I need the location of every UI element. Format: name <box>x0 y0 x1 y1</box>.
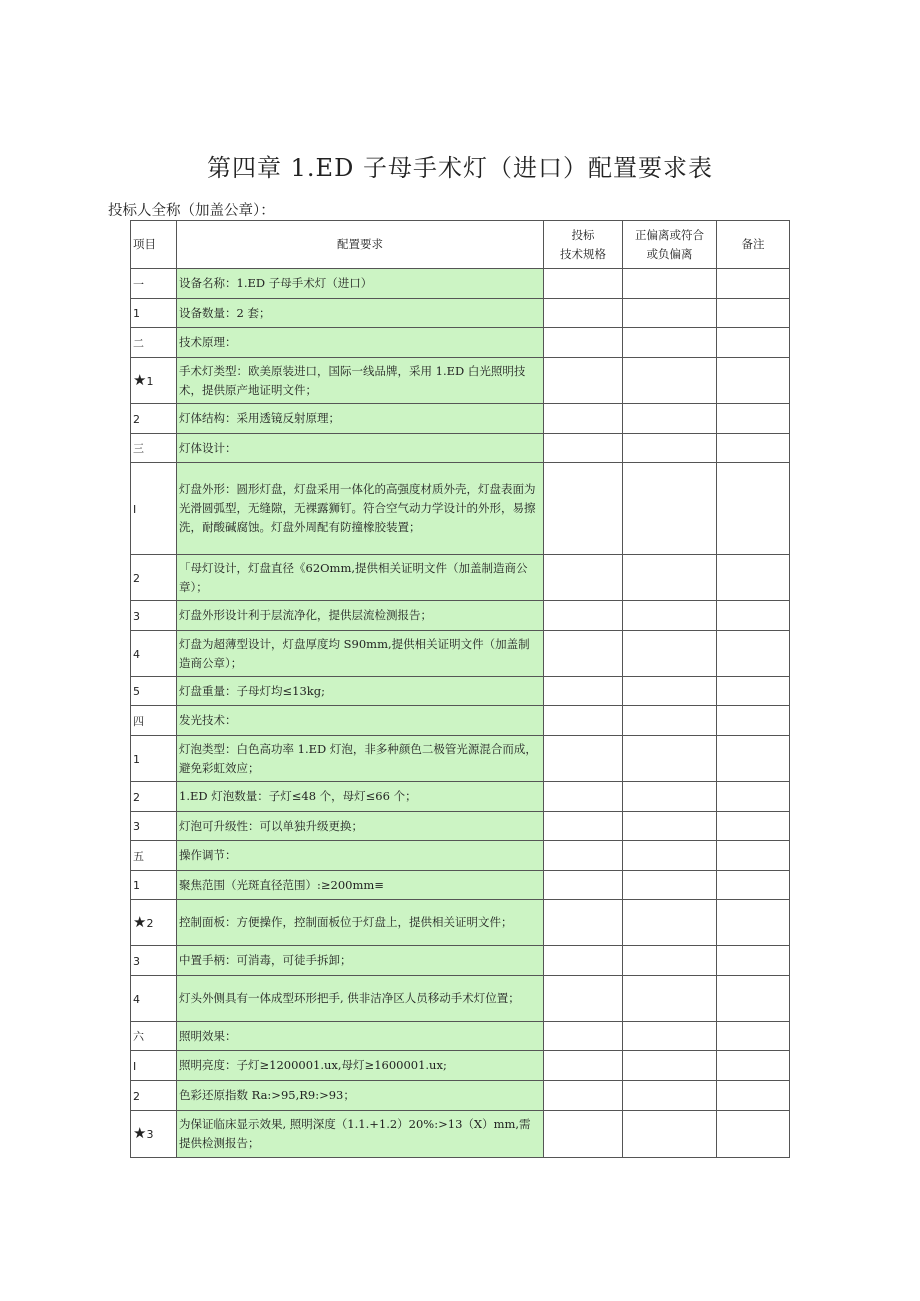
row-number-text: 2 <box>133 790 140 804</box>
row-number-text: 4 <box>133 647 140 661</box>
row-number-text: 3 <box>133 954 140 968</box>
row-item-number <box>131 328 177 358</box>
star-icon: ★ <box>133 370 147 389</box>
row-remarks-cell[interactable] <box>717 841 790 871</box>
row-remarks-cell[interactable] <box>717 269 790 299</box>
table-row <box>131 1022 790 1051</box>
row-bid-spec-cell[interactable] <box>544 434 623 463</box>
row-bid-spec-cell[interactable] <box>544 328 623 358</box>
table-row <box>131 404 790 434</box>
row-item-number <box>131 358 177 404</box>
row-requirement: 照明效果： <box>177 1022 544 1051</box>
page-title: 第四章 1.ED 子母手术灯（进口）配置要求表 <box>207 154 713 182</box>
row-deviation-cell[interactable] <box>623 358 717 404</box>
table-row <box>131 946 790 976</box>
row-remarks-cell[interactable] <box>717 736 790 782</box>
row-number-text: I <box>133 502 137 516</box>
header-remarks: 备注 <box>717 221 790 269</box>
header-deviation <box>623 221 717 269</box>
row-deviation-cell[interactable] <box>623 871 717 900</box>
row-bid-spec-cell[interactable] <box>544 706 623 736</box>
row-requirement: 灯泡可升级性：可以单独升级更换； <box>177 812 544 841</box>
row-number-text: 5 <box>133 685 140 698</box>
row-number-text: 三 <box>133 442 144 455</box>
row-requirement: 为保证临床显示效果, 照明深度（1.1.+1.2）20%:>13（X）mm,需提供检测报告； <box>177 1111 544 1158</box>
row-remarks-cell[interactable] <box>717 358 790 404</box>
row-remarks-cell[interactable] <box>717 1111 790 1158</box>
row-item-number <box>131 871 177 900</box>
row-remarks-cell[interactable] <box>717 900 790 946</box>
row-item-number <box>131 812 177 841</box>
row-remarks-cell[interactable] <box>717 706 790 736</box>
row-item-number <box>131 299 177 328</box>
row-bid-spec-cell[interactable] <box>544 1081 623 1111</box>
row-remarks-cell[interactable] <box>717 434 790 463</box>
table-row <box>131 299 790 328</box>
row-deviation-cell[interactable] <box>623 1111 717 1158</box>
row-remarks-cell[interactable] <box>717 601 790 631</box>
row-number-text: 1 <box>133 307 140 320</box>
row-item-number <box>131 404 177 434</box>
row-deviation-cell[interactable] <box>623 404 717 434</box>
row-deviation-cell[interactable] <box>623 601 717 631</box>
row-deviation-cell[interactable] <box>623 812 717 841</box>
row-requirement: 控制面板：方便操作，控制面板位于灯盘上，提供相关证明文件； <box>177 900 544 946</box>
row-remarks-cell[interactable] <box>717 404 790 434</box>
table-row <box>131 677 790 706</box>
table-row <box>131 871 790 900</box>
row-deviation-cell[interactable] <box>623 976 717 1022</box>
row-remarks-cell[interactable] <box>717 677 790 706</box>
row-number-text: 六 <box>133 1030 144 1043</box>
row-remarks-cell[interactable] <box>717 1022 790 1051</box>
row-bid-spec-cell[interactable] <box>544 269 623 299</box>
row-requirement: 色彩还原指数 Ra:>95,R9:>93； <box>177 1081 544 1111</box>
row-number-text: 2 <box>133 571 140 585</box>
row-remarks-cell[interactable] <box>717 555 790 601</box>
row-requirement: 灯盘外形：圆形灯盘，灯盘采用一体化的高强度材质外壳，灯盘表面为光滑圆弧型，无缝隙，无裸露狮钉。符合空气动力学设计的外形，易擦洗，耐酸碱腐蚀。灯盘外周配有防撞橡胶装置； <box>177 463 544 555</box>
row-number-text: 2 <box>133 1089 140 1103</box>
row-requirement: 聚焦范围（光斑直径范围）:≥200mm≡ <box>177 871 544 900</box>
row-number-text: 1 <box>133 879 140 892</box>
header-requirement: 配置要求 <box>177 221 544 269</box>
row-number-text: 一 <box>133 277 144 291</box>
row-deviation-cell[interactable] <box>623 555 717 601</box>
table-header-row <box>131 221 790 269</box>
row-item-number <box>131 1081 177 1111</box>
row-deviation-cell[interactable] <box>623 841 717 871</box>
row-requirement: 1.ED 灯泡数量：子灯≤48 个，母灯≤66 个； <box>177 782 544 812</box>
table-row <box>131 900 790 946</box>
row-requirement: 手术灯类型：欧美原装进口，国际一线品牌，采用 1.ED 白光照明技术，提供原产地证明文件； <box>177 358 544 404</box>
table-row <box>131 555 790 601</box>
row-bid-spec-cell[interactable] <box>544 299 623 328</box>
row-remarks-cell[interactable] <box>717 299 790 328</box>
row-item-number <box>131 631 177 677</box>
row-number-text: 1 <box>146 374 154 388</box>
row-bid-spec-cell[interactable] <box>544 976 623 1022</box>
table-row <box>131 812 790 841</box>
row-item-number <box>131 736 177 782</box>
row-bid-spec-cell[interactable] <box>544 463 623 555</box>
row-requirement: 灯头外侧具有一体成型环形把手, 供非洁净区人员移动手术灯位置； <box>177 976 544 1022</box>
row-requirement: 中置手柄：可消毒，可徒手拆卸； <box>177 946 544 976</box>
row-requirement: 设备数量：2 套； <box>177 299 544 328</box>
row-deviation-cell[interactable] <box>623 782 717 812</box>
row-requirement: 设备名称：1.ED 子母手术灯（进口） <box>177 269 544 299</box>
table-row <box>131 976 790 1022</box>
row-bid-spec-cell[interactable] <box>544 631 623 677</box>
row-deviation-cell[interactable] <box>623 1022 717 1051</box>
row-deviation-cell[interactable] <box>623 434 717 463</box>
table-row <box>131 601 790 631</box>
row-number-text: 3 <box>133 609 140 623</box>
row-number-text: 3 <box>146 1128 154 1141</box>
row-bid-spec-cell[interactable] <box>544 404 623 434</box>
header-bid-spec-line2: 技术规格 <box>560 246 606 261</box>
row-item-number <box>131 269 177 299</box>
row-remarks-cell[interactable] <box>717 946 790 976</box>
row-bid-spec-cell[interactable] <box>544 946 623 976</box>
row-number-text: 2 <box>146 916 154 930</box>
row-deviation-cell[interactable] <box>623 269 717 299</box>
row-requirement: 灯盘为超薄型设计，灯盘厚度均 S90mm,提供相关证明文件（加盖制造商公章）； <box>177 631 544 677</box>
row-requirement: 灯盘外形设计利于层流净化，提供层流检测报告； <box>177 601 544 631</box>
table-row <box>131 1051 790 1081</box>
row-bid-spec-cell[interactable] <box>544 1051 623 1081</box>
table-row <box>131 328 790 358</box>
table-row <box>131 1111 790 1158</box>
row-item-number <box>131 706 177 736</box>
header-deviation-line2: 或负偏离 <box>646 246 693 261</box>
row-number-text: 3 <box>133 820 140 833</box>
row-requirement: 灯体结构：采用透镜反射原理； <box>177 404 544 434</box>
row-item-number <box>131 1022 177 1051</box>
row-deviation-cell[interactable] <box>623 463 717 555</box>
row-item-number <box>131 1111 177 1158</box>
row-number-text: 四 <box>133 714 144 728</box>
row-deviation-cell[interactable] <box>623 631 717 677</box>
row-bid-spec-cell[interactable] <box>544 358 623 404</box>
row-number-text: I <box>133 1059 137 1073</box>
row-remarks-cell[interactable] <box>717 871 790 900</box>
row-number-text: 1 <box>133 752 140 766</box>
row-number-text: 2 <box>133 412 140 426</box>
header-bid-spec-line1: 投标 <box>571 227 595 242</box>
row-remarks-cell[interactable] <box>717 1051 790 1081</box>
row-deviation-cell[interactable] <box>623 1051 717 1081</box>
table-row <box>131 706 790 736</box>
row-requirement: 操作调节： <box>177 841 544 871</box>
row-bid-spec-cell[interactable] <box>544 1111 623 1158</box>
row-item-number <box>131 601 177 631</box>
table-row <box>131 463 790 555</box>
row-item-number <box>131 841 177 871</box>
row-number-text: 二 <box>133 336 144 350</box>
row-requirement: 灯盘重量：子母灯均≤13kg; <box>177 677 544 706</box>
row-item-number <box>131 782 177 812</box>
row-remarks-cell[interactable] <box>717 812 790 841</box>
row-remarks-cell[interactable] <box>717 631 790 677</box>
row-bid-spec-cell[interactable] <box>544 871 623 900</box>
row-deviation-cell[interactable] <box>623 328 717 358</box>
star-icon: ★ <box>133 1124 147 1142</box>
table-row <box>131 736 790 782</box>
row-deviation-cell[interactable] <box>623 1081 717 1111</box>
row-remarks-cell[interactable] <box>717 782 790 812</box>
row-item-number <box>131 677 177 706</box>
table-row <box>131 782 790 812</box>
table-row <box>131 358 790 404</box>
row-requirement: 灯泡类型：白色高功率 1.ED 灯泡，非多种颜色二极管光源混合而成，避免彩虹效应； <box>177 736 544 782</box>
row-number-text: 4 <box>133 992 140 1006</box>
table-row <box>131 269 790 299</box>
row-remarks-cell[interactable] <box>717 1081 790 1111</box>
row-deviation-cell[interactable] <box>623 900 717 946</box>
row-remarks-cell[interactable] <box>717 463 790 555</box>
row-bid-spec-cell[interactable] <box>544 736 623 782</box>
row-number-text: 五 <box>133 849 144 863</box>
row-remarks-cell[interactable] <box>717 976 790 1022</box>
row-requirement: 照明亮度：子灯≥1200001.ux,母灯≥1600001.ux; <box>177 1051 544 1081</box>
row-item-number <box>131 900 177 946</box>
table-row <box>131 841 790 871</box>
row-item-number <box>131 1051 177 1081</box>
row-deviation-cell[interactable] <box>623 946 717 976</box>
header-deviation-line1: 正偏离或符合 <box>635 227 704 242</box>
table-row <box>131 434 790 463</box>
row-deviation-cell[interactable] <box>623 677 717 706</box>
row-requirement: 灯体设计： <box>177 434 544 463</box>
header-bid-spec <box>544 221 623 269</box>
star-icon: ★ <box>133 912 147 931</box>
bidder-name-label: 投标人全称（加盖公章）： <box>108 203 275 219</box>
row-item-number <box>131 463 177 555</box>
row-item-number <box>131 946 177 976</box>
table-row <box>131 631 790 677</box>
row-requirement: 技术原理： <box>177 328 544 358</box>
row-deviation-cell[interactable] <box>623 299 717 328</box>
table-row <box>131 1081 790 1111</box>
row-remarks-cell[interactable] <box>717 328 790 358</box>
row-bid-spec-cell[interactable] <box>544 900 623 946</box>
row-bid-spec-cell[interactable] <box>544 841 623 871</box>
row-item-number <box>131 555 177 601</box>
row-item-number <box>131 434 177 463</box>
row-bid-spec-cell[interactable] <box>544 1022 623 1051</box>
row-bid-spec-cell[interactable] <box>544 782 623 812</box>
row-item-number <box>131 976 177 1022</box>
header-item: 项目 <box>131 221 177 269</box>
config-requirements-table <box>130 220 790 1158</box>
row-bid-spec-cell[interactable] <box>544 812 623 841</box>
row-deviation-cell[interactable] <box>623 736 717 782</box>
row-requirement: 「母灯设计，灯盘直径《62Omm,提供相关证明文件（加盖制造商公章）； <box>177 555 544 601</box>
row-bid-spec-cell[interactable] <box>544 677 623 706</box>
row-bid-spec-cell[interactable] <box>544 555 623 601</box>
row-requirement: 发光技术： <box>177 706 544 736</box>
row-deviation-cell[interactable] <box>623 706 717 736</box>
row-bid-spec-cell[interactable] <box>544 601 623 631</box>
